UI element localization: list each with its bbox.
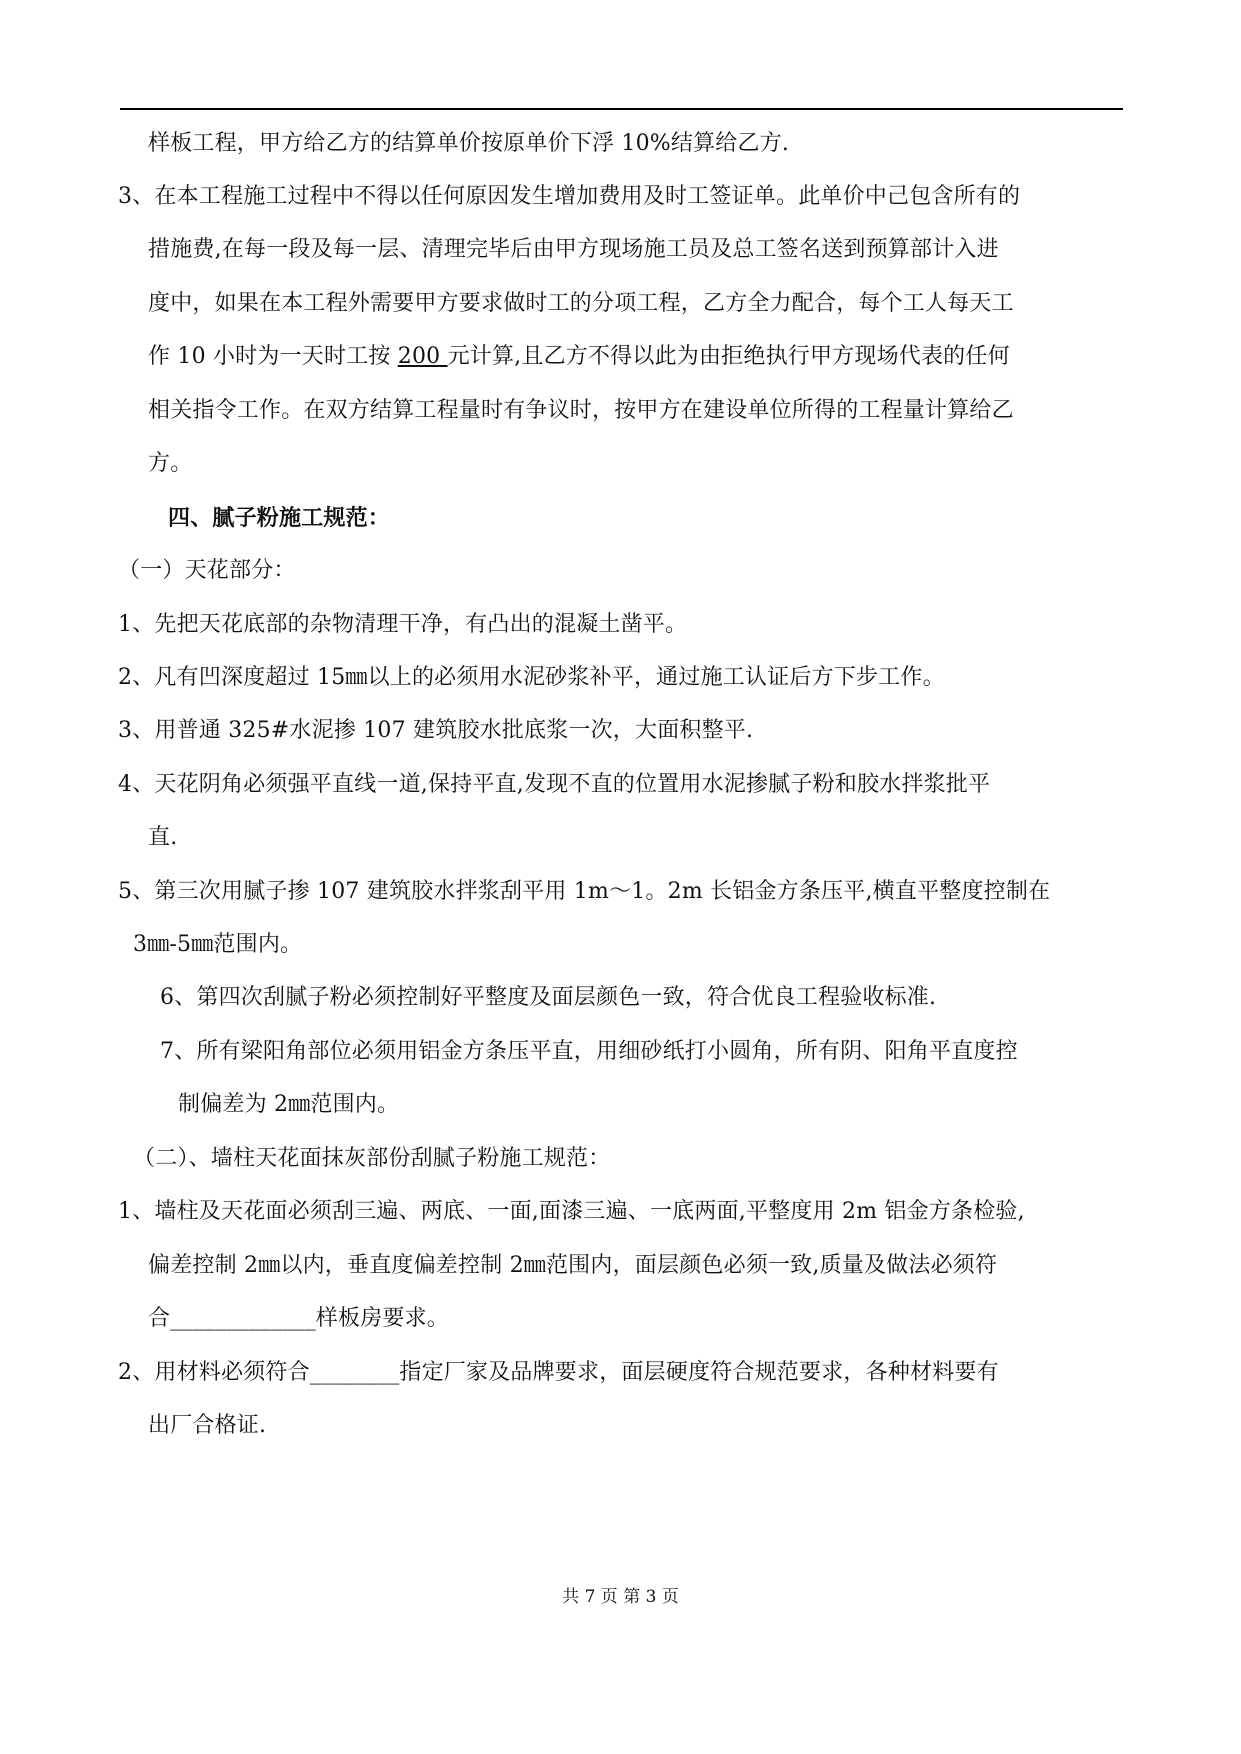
body-line: 7、所有梁阳角部位必须用铝金方条压平直，用细砂纸打小圆角，所有阴、阳角平直度控	[160, 1039, 1018, 1064]
body-line: 出厂合格证.	[148, 1413, 267, 1438]
body-line: 方。	[148, 451, 193, 476]
body-text: 元计算,且乙方不得以此为由拒绝执行甲方现场代表的任何	[447, 344, 1010, 369]
body-line	[148, 342, 1010, 372]
body-line: 6、第四次刮腻子粉必须控制好平整度及面层颜色一致，符合优良工程验收标准.	[160, 985, 937, 1010]
body-line: 度中，如果在本工程外需要甲方要求做时工的分项工程，乙方全力配合，每个工人每天工	[148, 291, 1014, 316]
body-line: 3、在本工程施工过程中不得以任何原因发生增加费用及时工签证单。此单价中己包含所有的	[118, 184, 1021, 209]
subsection-heading: （一）天花部分：	[118, 558, 296, 583]
subsection-heading: （二）、墙柱天花面抹灰部份刮腻子粉施工规范：	[133, 1146, 611, 1171]
body-line: 合_____________样板房要求。	[148, 1306, 450, 1331]
section-heading: 四、腻子粉施工规范：	[168, 505, 391, 531]
page-footer: 共 7 页 第 3 页	[562, 1587, 679, 1607]
body-line: 4、天花阴角必须强平直线一道,保持平直,发现不直的位置用水泥掺腻子粉和胶水拌浆批平	[118, 772, 991, 797]
body-line: 偏差控制 2㎜以内，垂直度偏差控制 2㎜范围内，面层颜色必须一致,质量及做法必须符	[148, 1253, 998, 1278]
body-line: 制偏差为 2㎜范围内。	[178, 1092, 400, 1117]
body-line: 5、第三次用腻子掺 107 建筑胶水拌浆刮平用 1m～1。2m 长铝金方条压平,横直平整度控制在	[118, 879, 1051, 904]
body-line: 相关指令工作。在双方结算工程量时有争议时，按甲方在建设单位所得的工程量计算给乙	[148, 398, 1014, 423]
header-rule	[120, 108, 1123, 110]
body-line: 样板工程，甲方给乙方的结算单价按原单价下浮 10%结算给乙方.	[148, 131, 790, 156]
body-line: 1、墙柱及天花面必须刮三遍、两底、一面,面漆三遍、一底两面,平整度用 2m 铝金方条检验,	[118, 1199, 1025, 1224]
underlined-amount: 200	[397, 344, 448, 369]
body-line: 1、先把天花底部的杂物清理干净，有凸出的混凝土凿平。	[118, 612, 688, 637]
body-line: 3㎜-5㎜范围内。	[133, 932, 303, 957]
body-line: 3、用普通 325#水泥掺 107 建筑胶水批底浆一次，大面积整平.	[118, 718, 754, 743]
body-line: 2、凡有凹深度超过 15㎜以上的必须用水泥砂浆补平，通过施工认证后方下步工作。	[118, 665, 945, 690]
body-line: 直.	[148, 825, 178, 850]
body-text: 作 10 小时为一天时工按	[148, 344, 398, 369]
body-line: 措施费,在每一段及每一层、清理完毕后由甲方现场施工员及总工签名送到预算部计入进	[148, 237, 999, 262]
body-line: 2、用材料必须符合________指定厂家及品牌要求，面层硬度符合规范要求，各种材料要有	[118, 1360, 999, 1385]
